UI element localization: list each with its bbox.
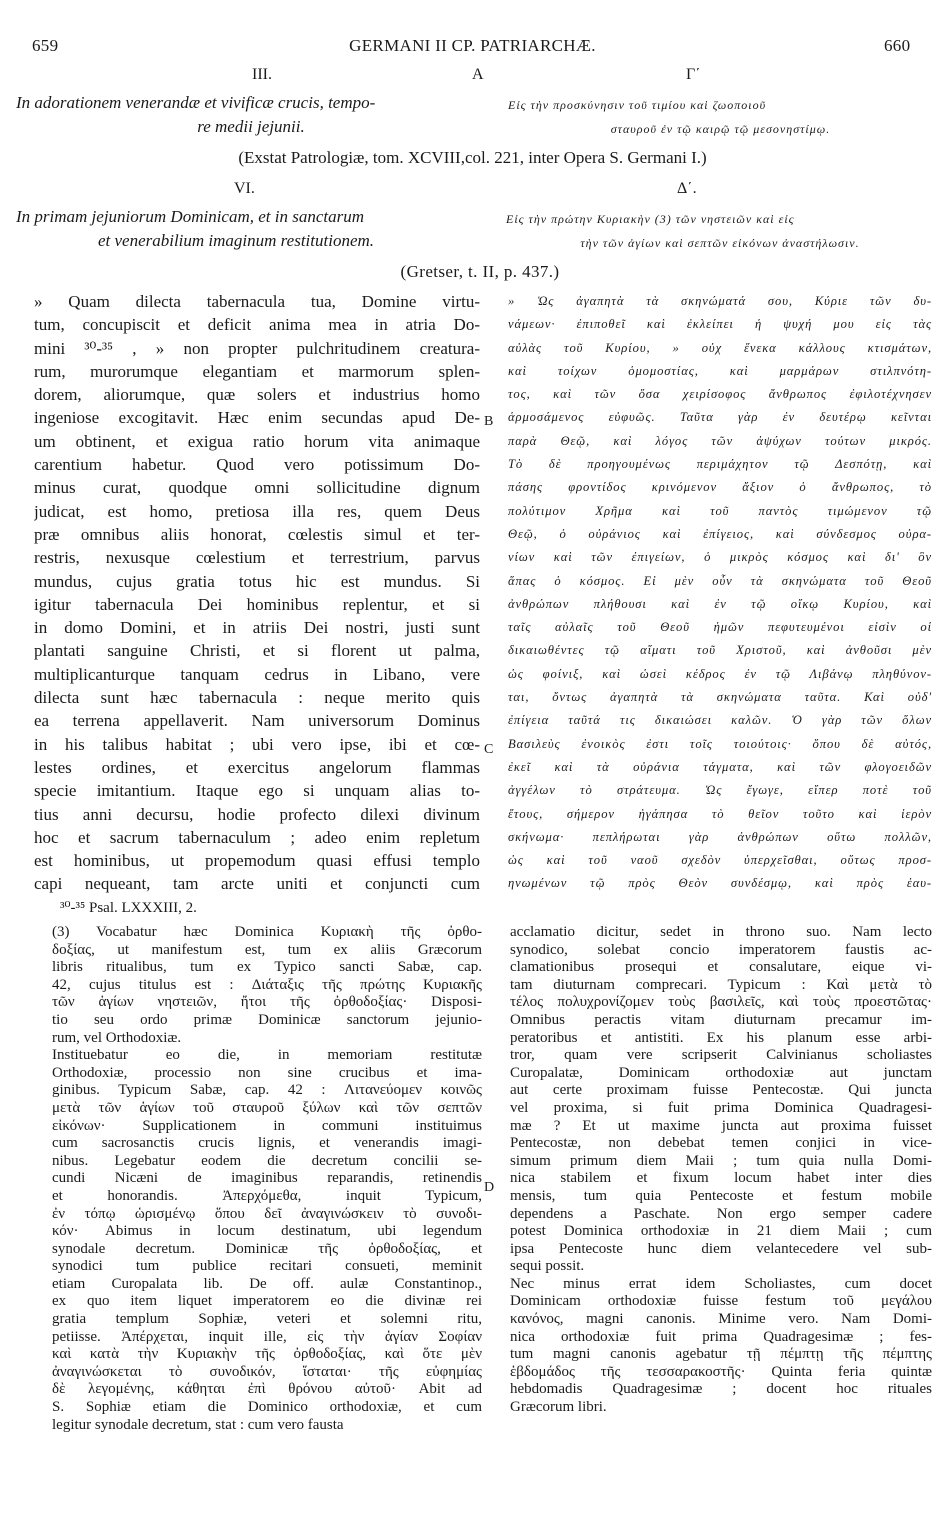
greek-text-line: ὡς καὶ τοῦ ναοῦ σχεδὸν ὑπερχεῖσθαι, οὕτως προσ- (508, 853, 932, 868)
greek-text-line: νάμεων· ἐπιποθεῖ καὶ ἐκλείπει ἡ ψυχή μου εἰς τὰς (508, 317, 932, 332)
footnote-line: ipsa Pentecoste hunc diem velantecedere vel sub- (510, 1240, 932, 1257)
section-title-greek-1: Εἰς τὴν προσκύνησιν τοῦ τιμίου καὶ ζωοποιοῦ (508, 98, 767, 112)
footnote-right-column (510, 924, 932, 1417)
latin-text-line: ingeniose excogitavit. Hæc enim secundas apud De- (34, 408, 480, 428)
latin-text-line: plantati sanguine Christi, et si florent ut palma, (34, 641, 480, 661)
section6-title-latin-1: In primam jejuniorum Dominicam, et in sanctarum (16, 207, 365, 226)
section6-title-greek-2: τὴν τῶν ἁγίων καὶ σεπτῶν εἰκόνων ἀναστήλωσιν. (580, 236, 860, 250)
exstat-note: (Exstat Patrologiæ, tom. XCVIII,col. 221, inter Opera S. Germani I.) (238, 148, 707, 167)
footnote-line: εἰκόνων· Supplicationem in communi instituimus (52, 1117, 482, 1134)
latin-text-line: dorem, aliorumque, quæ solers et industrius homo (34, 385, 480, 405)
latin-text-line: præ omnibus aliis honorat, cœlestis simul et ter- (34, 524, 480, 544)
footnote-line: dependens a Paschate. Non ergo semper cadere (510, 1205, 932, 1222)
latin-text-line: tius anni decursu, hodie profecto dilexi divinum (34, 804, 480, 824)
footnote-line: gratia templum Sophiæ, veteri et solemni ritu, (52, 1311, 482, 1328)
greek-text-line: πάσης φροντίδος κρινόμενον ἄξιον ὁ ἄνθρωπος, τὸ (508, 480, 932, 495)
footnote-line: cum sacrosanctis crucis lignis, et venerandis imagi- (52, 1135, 482, 1152)
psalm-reference: ³⁰-³⁵ Psal. LXXXIII, 2. (60, 900, 197, 916)
greek-text-line: τος, καὶ τῶν ὅσα χειρίσοφος ἄνθρωπος ἐφιλοτέχνησεν (508, 387, 932, 402)
greek-text-line: ἁρμοσάμενος εὐφυῶς. Ταῦτα γὰρ ἐν δευτέρῳ κεῖνται (508, 410, 932, 425)
greek-text-line: πολύτιμον Χρῆμα καὶ τοῦ παντὸς τιμώμενον τῷ (508, 503, 932, 518)
latin-text-line: multiplicanturque tanquam cedrus in Libano, vere (34, 664, 480, 684)
greek-text-line: καὶ τοίχων ὁμομοστίας, καὶ μαρμάρων στιλπνότη- (508, 363, 932, 378)
section6-number-greek: Δ΄. (677, 180, 697, 197)
greek-text-line: ἀνθρώπων πλήθουσι καὶ ἐν τῷ οἴκῳ Κυρίου, καὶ (508, 596, 932, 611)
footnote-line: potest Dominica orthodoxiæ in 21 diem Maii ; cum (510, 1223, 932, 1240)
footnote-line: sequi possit. (510, 1258, 585, 1275)
greek-text-column (508, 290, 932, 896)
greek-text-line: Βασιλεὺς ἐνοικὸς ἐστι τοῖς τοιούτοις· ὅπου δὲ αὐτός, (508, 736, 932, 751)
greek-text-line: αὐλὰς τοῦ Κυρίου, » οὐχ ἕνεκα κάλλους κτισμάτων, (508, 340, 932, 355)
footnote-line: 42, cujus titulus est : Διάταξις τῆς πρώτης Κυριακῆς (52, 976, 482, 993)
section-title-greek-2: σταυροῦ ἐν τῷ καιρῷ τῷ μεσονηστίμῳ. (610, 122, 831, 136)
margin-marker-d: D (484, 1180, 495, 1195)
section6-number-latin: VI. (234, 180, 255, 197)
footnote-line: peratoribus et antistiti. Ex his planum esse arbi- (510, 1029, 932, 1046)
greek-text-line: δικαιωθέντες τῷ αἵματι τοῦ Χριστοῦ, καὶ ἀνθοῦσι μὲν (508, 643, 932, 658)
footnote-line: et honorandis. Ἀπερχόμεθα, inquit Typicum, (52, 1187, 482, 1204)
latin-text-line: restris, nexusque cœlestium et terrestrium, parvus (34, 548, 480, 568)
footnote-line: S. Sophiæ etiam die Dominico orthodoxiæ, et cum (52, 1399, 482, 1416)
footnote-line: Omnibus peractis vitam diuturnam precamur im- (510, 1011, 932, 1028)
footnote-line: synodici tum publice recitari consueti, meminit (52, 1258, 482, 1275)
latin-text-line: in domo Domini, et in atriis Dei nostri, justi sunt (34, 618, 480, 638)
footnote-line: nica orthodoxiæ fuit prima Quadragesimæ ; fes- (510, 1328, 932, 1345)
greek-text-line: ὡς φοίνιξ, καὶ ὡσεὶ κέδρος ἐν τῷ Λιβάνῳ πληθύνον- (508, 666, 932, 681)
margin-marker-c: C (484, 742, 494, 757)
footnote-line: Nec minus errat idem Scholiastes, cum docet (510, 1275, 932, 1292)
section6-title-greek-1: Εἰς τὴν πρώτην Κυριακὴν (3) τῶν νηστειῶν καὶ εἰς (506, 212, 795, 226)
footnote-line: vel proxima, si fuit prima Dominica Quadragesi- (510, 1099, 932, 1116)
greek-text-line: σκήνωμα· πεπλήρωται γὰρ ἀνθρώπων οὕτω πολλῶν, (508, 829, 932, 844)
running-title: GERMANI II CP. PATRIARCHÆ. (349, 36, 596, 55)
greek-text-line: Θεῷ, ὁ οὐράνιος καὶ ἐπίγειος, καὶ σύνδεσμος οὐρα- (508, 526, 932, 541)
footnote-line: δὲ λεγομένης, κάθηται ἐπὶ θρόνου αὐτοῦ· Abit ad (52, 1381, 482, 1398)
footnote-line: clamationibus prosequi et consalutare, eique vi- (510, 959, 932, 976)
footnote-line: legitur synodale decretum, stat : cum vero fausta (52, 1416, 344, 1433)
latin-text-line: dilecta sunt hæc tabernacula : neque merito quis (34, 688, 480, 708)
footnote-line: nica stabilem et fixum locum habet inter dies (510, 1170, 932, 1187)
greek-text-line: παρὰ Θεῷ, καὶ λόγος τῶν ἀψύχων τούτων μικρός. (508, 433, 932, 448)
latin-text-line: in his talibus habitat ; ubi vero ipse, ibi et cœ- (34, 734, 480, 754)
page-number-right: 660 (884, 36, 911, 55)
footnote-line: aut certe proximam fuisse Pentecostæ. Qui juncta (510, 1082, 932, 1099)
footnote-left-column (52, 924, 482, 1434)
greek-text-line: ἀγγέλων τὸ στράτευμα. Ὡς ἔγωγε, εἴπερ ποτὲ τοῦ (508, 783, 932, 798)
footnote-line: Pentecostæ, non debebat temen conjici in vice- (510, 1135, 932, 1152)
footnote-line: Instituebatur eo die, in memoriam restitutæ (52, 1047, 482, 1064)
footnote-line: ginibus. Typicum Sabæ, cap. 42 : Λιτανεύομεν κοινῶς (52, 1082, 482, 1099)
latin-text-line: lestes ordines, et exercitus angelorum flammas (34, 757, 480, 777)
footnote-line: κανόνος, magni canonis. Minime vero. Nam Domi- (510, 1311, 932, 1328)
footnote-line: μετὰ τῶν ἁγίων τοῦ σταυροῦ ξύλων καὶ τῶν σεπτῶν (52, 1099, 482, 1116)
footnote-line: cundi Nicæni de imaginibus reparandis, retinendis (52, 1170, 482, 1187)
margin-marker-a: A (472, 66, 484, 83)
source-citation: (Gretser, t. II, p. 437.) (400, 262, 560, 281)
footnote-line: synodale decretum. Dominicæ τῆς ὀρθοδοξίας, et (52, 1240, 482, 1257)
greek-text-line: ἐπίγεια ταῦτά τις δικαιώσει καλῶν. Ὁ γὰρ τῶν ὅλων (508, 713, 932, 728)
greek-text-line: ταῖς αὐλαῖς τοῦ Θεοῦ ἡμῶν πεφυτευμένοι εἰσὶν οἱ (508, 620, 932, 635)
latin-text-line: ea terrena appellaverit. Nam universorum Dominus (34, 711, 480, 731)
footnote-line: Curopalatæ, Dominicam orthodoxiæ aut junctam (510, 1064, 932, 1081)
footnote-line: κόν· Abimus in locum destinatum, ubi legendum (52, 1223, 482, 1240)
footnote-line: ἐν τόπῳ ὡρισμένῳ ὅπου δεῖ ἀναγινώσκειν τὸ συνοδι- (52, 1205, 482, 1222)
latin-text-line: mundus, cujus gratia totus hic est mundus. Si (34, 571, 480, 591)
footnote-line: hebdomadis Quadragesimæ ; docent hoc rituales (510, 1381, 932, 1398)
footnote-line: δοξίας, ut manifestum est, tum ex aliis Græcorum (52, 941, 482, 958)
section-number-greek: Γ΄ (686, 66, 701, 83)
footnote-line: tam diuturnam comprecari. Typicum : Καὶ μετὰ τὸ (510, 976, 932, 993)
latin-text-line: tum, concupiscit et deficit anima mea in atria Do- (34, 315, 480, 335)
latin-text-line: rum, murorumque elegantiam et marmorum splen- (34, 361, 480, 381)
footnote-line: mæ ? Et ut maxime juncta aut proxima fuisset (510, 1117, 932, 1134)
section-title-latin-2: re medii jejunii. (197, 117, 305, 136)
greek-text-line: νίων καὶ τῶν ἐπιγείων, ὁ μικρὸς κόσμος καὶ δι' ὃν (508, 550, 932, 565)
footnote-line: τῶν ἁγίων νηστειῶν, ἤτοι τῆς ὀρθοδοξίας· Disposi- (52, 994, 482, 1011)
greek-text-line: ἅπας ὁ κόσμος. Εἰ μὲν οὖν τὰ σκηνώματα τοῦ Θεοῦ (508, 573, 932, 588)
margin-marker-b: B (484, 414, 494, 429)
footnote-line: Orthodoxiæ, processio non sine crucibus et ima- (52, 1064, 482, 1081)
latin-text-line: specie imitantium. Itaque ego si unquam alias to- (34, 781, 480, 801)
latin-text-line: igitur tabernacula Dei hominibus replentur, et si (34, 594, 480, 614)
latin-text-line: » Quam dilecta tabernacula tua, Domine virtu- (34, 292, 480, 311)
footnote-line: tum magni canonis agebatur τῇ πέμπτῃ τῆς πέμπτης (510, 1346, 932, 1363)
footnote-line: mensis, tum quia Pentecoste et festum mobile (510, 1187, 932, 1204)
greek-text-line: Τὸ δὲ προηγουμένως περιμάχητον τῷ Δεσπότῃ, καὶ (508, 457, 932, 472)
footnote-line: simum primum diem Maii ; tum quia nulla Domi- (510, 1152, 932, 1169)
latin-text-column (34, 290, 480, 896)
greek-text-line: ἔτους, σήμερον ἠγάπησα τὸ θεῖον τοῦτο καὶ ἱερὸν (508, 806, 932, 821)
latin-text-line: carentium habetur. Quod vero potissimum Do- (34, 455, 480, 475)
footnote-line: (3) Vocabatur hæc Dominica Κυριακὴ τῆς ὀρθο- (52, 924, 482, 940)
footnote-line: synodico, solebat concio imperatorem faustis ac- (510, 941, 932, 958)
footnote-line: tror, quam vere scripserit Calvinianus scholiastes (510, 1047, 932, 1064)
footnote-line: ἑβδομάδος τῆς τεσσαρακοστῆς· Quinta feria quintæ (510, 1363, 932, 1380)
footnote-line: nibus. Legebatur eodem die decretum concilii se- (52, 1152, 482, 1169)
greek-text-line: ηνωμένων τῷ πρὸς Θεὸν συνδέσμῳ, καὶ πρὸς ἑαυ- (508, 876, 932, 891)
footnote-line: καὶ κατὰ τὴν Κυριακὴν τῆς ὀρθοδοξίας, καὶ ὅτε μὲν (52, 1346, 482, 1363)
section-title-latin-1: In adorationem venerandæ et vivificæ crucis, tempo- (16, 93, 376, 112)
footnote-line: petiisse. Ἀπέρχεται, inquit ille, εἰς τὴν ἁγίαν Σοφίαν (52, 1328, 482, 1345)
footnote-line: libris ritualibus, tum ex Typico sancti Sabæ, cap. (52, 959, 482, 976)
footnote-line: ex quo item liquet imperatorem eo die divinæ rei (52, 1293, 482, 1310)
footnote-line: etiam Curopalata lib. De off. aulæ Constantinop., (52, 1275, 482, 1292)
latin-text-line: mini ³⁰-³⁵ , » non propter pulchritudinem creatura- (34, 338, 480, 358)
footnote-line: Græcorum libri. (510, 1399, 607, 1416)
latin-text-line: um obtinent, et exigua ratio horum vita animaque (34, 431, 480, 451)
latin-text-line: capi nequeant, tam arcte uniti et conjuncti cum (34, 874, 480, 894)
footnote-line: τέλος πολυχρονίζομεν τοὺς βασιλεῖς, καὶ τοὺς προεστῶτας· (510, 994, 932, 1011)
footnote-line: Dominicam orthodoxiæ fuisse festum τοῦ μεγάλου (510, 1293, 932, 1310)
page-number-left: 659 (32, 36, 59, 55)
greek-text-line: ται, ὄντως ἀγαπητὰ τὰ σκηνώματα ταῦτα. Καὶ οὐδ' (508, 690, 932, 705)
footnote-line: acclamatio dicitur, sedet in throno suo. Nam lecto (510, 924, 932, 940)
greek-text-line: ἐκεῖ καὶ τὰ οὐράνια τάγματα, καὶ τῶν φλογοειδῶν (508, 759, 932, 774)
latin-text-line: judicat, est homo, pretiosa illa res, quem Deus (34, 501, 480, 521)
footnote-line: rum, vel Orthodoxiæ. (52, 1029, 182, 1046)
section-number-latin: III. (252, 66, 272, 83)
latin-text-line: hoc et sacrum tabernaculum ; adeo enim repletum (34, 827, 480, 847)
footnote-line: ἀναγινώσκεται τὸ συνοδικόν, ἵσταται· τῆς εὐφημίας (52, 1363, 482, 1380)
greek-text-line: » Ὡς ἀγαπητὰ τὰ σκηνώματά σου, Κύριε τῶν δυ- (508, 294, 932, 308)
latin-text-line: est hominibus, ut propemodum quasi effusi templo (34, 851, 480, 871)
section6-title-latin-2: et venerabilium imaginum restitutionem. (97, 231, 375, 250)
latin-text-line: minus curat, quodque omni sollicitudine dignum (34, 478, 480, 498)
footnote-line: tio seu ordo primæ Dominicæ sanctorum jejunio- (52, 1011, 482, 1028)
